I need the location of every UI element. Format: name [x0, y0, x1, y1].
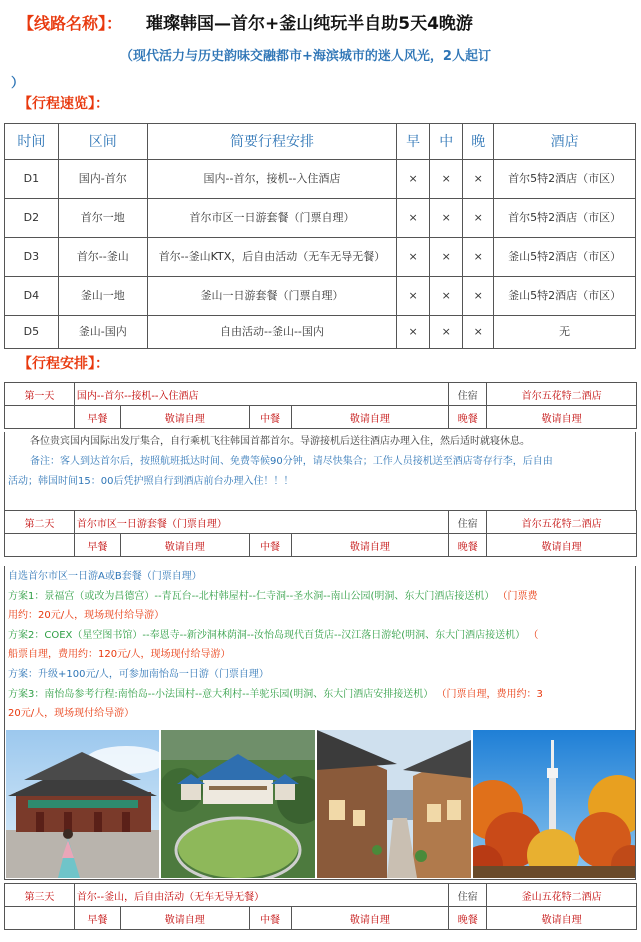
cell-plan: 国内--首尔，接机--入住酒店: [147, 160, 396, 199]
day1-description: [4, 432, 636, 510]
gyeongbokgung-photo: [6, 730, 159, 878]
overview-header-row: [5, 124, 636, 160]
day-hotel: 首尔五花特二酒店: [487, 511, 637, 534]
page-title: 璀璨韩国—首尔+釜山纯玩半自助5天4晚游: [146, 14, 473, 34]
cell-lunch: ×: [430, 316, 463, 349]
day-table-3: [4, 883, 637, 930]
cell-lunch: ×: [430, 238, 463, 277]
plan3-fee-cont: 20元/人，现场现付给导游）: [8, 708, 135, 720]
cell-breakfast: ×: [397, 238, 430, 277]
header-breakfast: 早: [397, 124, 430, 160]
cell-lunch: ×: [430, 160, 463, 199]
plan1-fee-cont: 用约：20元/人，现场现付给导游）: [8, 610, 165, 622]
itinerary-label: 【行程安排】：: [18, 356, 109, 372]
dinner-value: 敬请自理: [487, 406, 637, 429]
plan1-route: 方案1：景福宫（或改为昌德宫）--青瓦台--北村韩屋村--仁寺洞--圣水洞--南山公园(明洞、东大门酒店接送机）: [8, 590, 495, 602]
route-label: 【线路名称】：: [18, 14, 123, 33]
table-row: [5, 160, 636, 199]
day-hotel: 首尔五花特二酒店: [487, 383, 637, 406]
day-title: 首尔--釜山，后自由活动（无车无导无餐）: [74, 884, 448, 907]
dinner-label: 晚餐: [449, 907, 487, 930]
lunch-value: 敬请自理: [291, 907, 449, 930]
plan-addon: 方案：升级+100元/人，可参加南怡岛一日游（门票自理）: [8, 668, 269, 680]
day-number: 第二天: [5, 511, 75, 534]
stay-label: 住宿: [449, 884, 487, 907]
cell-hotel: 无: [494, 316, 636, 349]
plan2-route: 方案2：COEX（星空图书馆）--奉恩寺--新沙洞林荫洞--汝怡岛现代百货店--汉江落日游轮(明洞、东大门酒店接送机）: [8, 629, 526, 641]
table-row: [5, 316, 636, 349]
day-title: 国内--首尔--接机--入住酒店: [74, 383, 448, 406]
cell-day: D3: [5, 238, 59, 277]
header-lunch: 中: [430, 124, 463, 160]
cell-area: 首尔--釜山: [58, 238, 147, 277]
day1-desc-p2a: 备注：客人到达首尔后，按照航班抵达时间、免费等候90分钟，请尽快集合；工作人员接机送至酒店寄存行李，后自由: [30, 456, 553, 467]
cell-day: D4: [5, 277, 59, 316]
breakfast-value: 敬请自理: [120, 406, 249, 429]
bukchon-hanok-photo: [317, 730, 471, 878]
header-plan: 简要行程安排: [147, 124, 396, 160]
day-table-2: [4, 510, 637, 557]
breakfast-label: 早餐: [74, 406, 120, 429]
cheongwadae-photo: [161, 730, 315, 878]
day-number: 第三天: [5, 884, 75, 907]
cell-plan: 自由活动--釜山--国内: [147, 316, 396, 349]
day1-desc-p1: 各位贵宾国内国际出发厅集合，自行乘机飞往韩国首都首尔。导游接机后送往酒店办理入住，然后适时就寝休息。: [30, 436, 530, 447]
cell-area: 首尔一地: [58, 199, 147, 238]
cell-dinner: ×: [463, 277, 494, 316]
plan2-fee: （: [528, 629, 539, 641]
day2-plans: [4, 566, 636, 730]
breakfast-label: 早餐: [74, 907, 120, 930]
header-area: 区间: [58, 124, 147, 160]
cell-plan: 釜山一日游套餐（门票自理）: [147, 277, 396, 316]
page-subtitle-tail: ）: [11, 76, 25, 91]
table-row: [5, 199, 636, 238]
header-time: 时间: [5, 124, 59, 160]
cell-day: D1: [5, 160, 59, 199]
cell-hotel: 釜山5特2酒店（市区）: [494, 277, 636, 316]
dinner-label: 晚餐: [449, 534, 487, 557]
lunch-label: 中餐: [249, 534, 291, 557]
day-hotel: 釜山五花特二酒店: [487, 884, 637, 907]
cell-plan: 首尔--釜山KTX，后自由活动（无车无导无餐）: [147, 238, 396, 277]
cell-area: 国内-首尔: [58, 160, 147, 199]
lunch-label: 中餐: [249, 406, 291, 429]
cell-dinner: ×: [463, 160, 494, 199]
cell-day: D5: [5, 316, 59, 349]
cell-breakfast: ×: [397, 160, 430, 199]
breakfast-value: 敬请自理: [120, 907, 249, 930]
cell-area: 釜山-国内: [58, 316, 147, 349]
day-number: 第一天: [5, 383, 75, 406]
cell-breakfast: ×: [397, 277, 430, 316]
namsan-tower-photo: [473, 730, 635, 878]
cell-breakfast: ×: [397, 199, 430, 238]
overview-table: [4, 123, 636, 349]
cell-dinner: ×: [463, 238, 494, 277]
cell-plan: 首尔市区一日游套餐（门票自理）: [147, 199, 396, 238]
cell-hotel: 釜山5特2酒店（市区）: [494, 238, 636, 277]
day-title: 首尔市区一日游套餐（门票自理）: [74, 511, 448, 534]
plans-intro: 自选首尔市区一日游A或B套餐（门票自理）: [8, 571, 202, 582]
cell-lunch: ×: [430, 199, 463, 238]
stay-label: 住宿: [449, 511, 487, 534]
dinner-value: 敬请自理: [487, 907, 637, 930]
plan1-fee: （门票费: [497, 590, 538, 602]
header-dinner: 晚: [463, 124, 494, 160]
cell-lunch: ×: [430, 277, 463, 316]
day-table-1: [4, 382, 637, 429]
dinner-label: 晚餐: [449, 406, 487, 429]
cell-hotel: 首尔5特2酒店（市区）: [494, 160, 636, 199]
stay-label: 住宿: [449, 383, 487, 406]
header-hotel: 酒店: [494, 124, 636, 160]
lunch-label: 中餐: [249, 907, 291, 930]
overview-label: 【行程速览】：: [18, 96, 109, 112]
page-subtitle: （现代活力与历史韵味交融都市+海滨城市的迷人风光，2人起订: [120, 49, 491, 64]
lunch-value: 敬请自理: [291, 534, 449, 557]
plan3-route: 方案3：南怡岛参考行程:南怡岛--小法国村--意大利村--羊驼乐园(明洞、东大门酒店安排接送机）: [8, 688, 434, 700]
dinner-value: 敬请自理: [487, 534, 637, 557]
cell-dinner: ×: [463, 199, 494, 238]
breakfast-value: 敬请自理: [120, 534, 249, 557]
cell-breakfast: ×: [397, 316, 430, 349]
cell-dinner: ×: [463, 316, 494, 349]
cell-area: 釜山一地: [58, 277, 147, 316]
breakfast-label: 早餐: [74, 534, 120, 557]
photo-strip: [4, 728, 636, 880]
table-row: [5, 238, 636, 277]
lunch-value: 敬请自理: [291, 406, 449, 429]
day1-desc-p2b: 活动；韩国时间15：00后凭护照自行到酒店前台办理入住！！！: [8, 476, 294, 487]
plan3-fee: （门票自理，费用约：3: [436, 688, 543, 700]
cell-hotel: 首尔5特2酒店（市区）: [494, 199, 636, 238]
table-row: [5, 277, 636, 316]
cell-day: D2: [5, 199, 59, 238]
plan2-fee-cont: 船票自理，费用约：120元/人，现场现付给导游）: [8, 649, 231, 661]
